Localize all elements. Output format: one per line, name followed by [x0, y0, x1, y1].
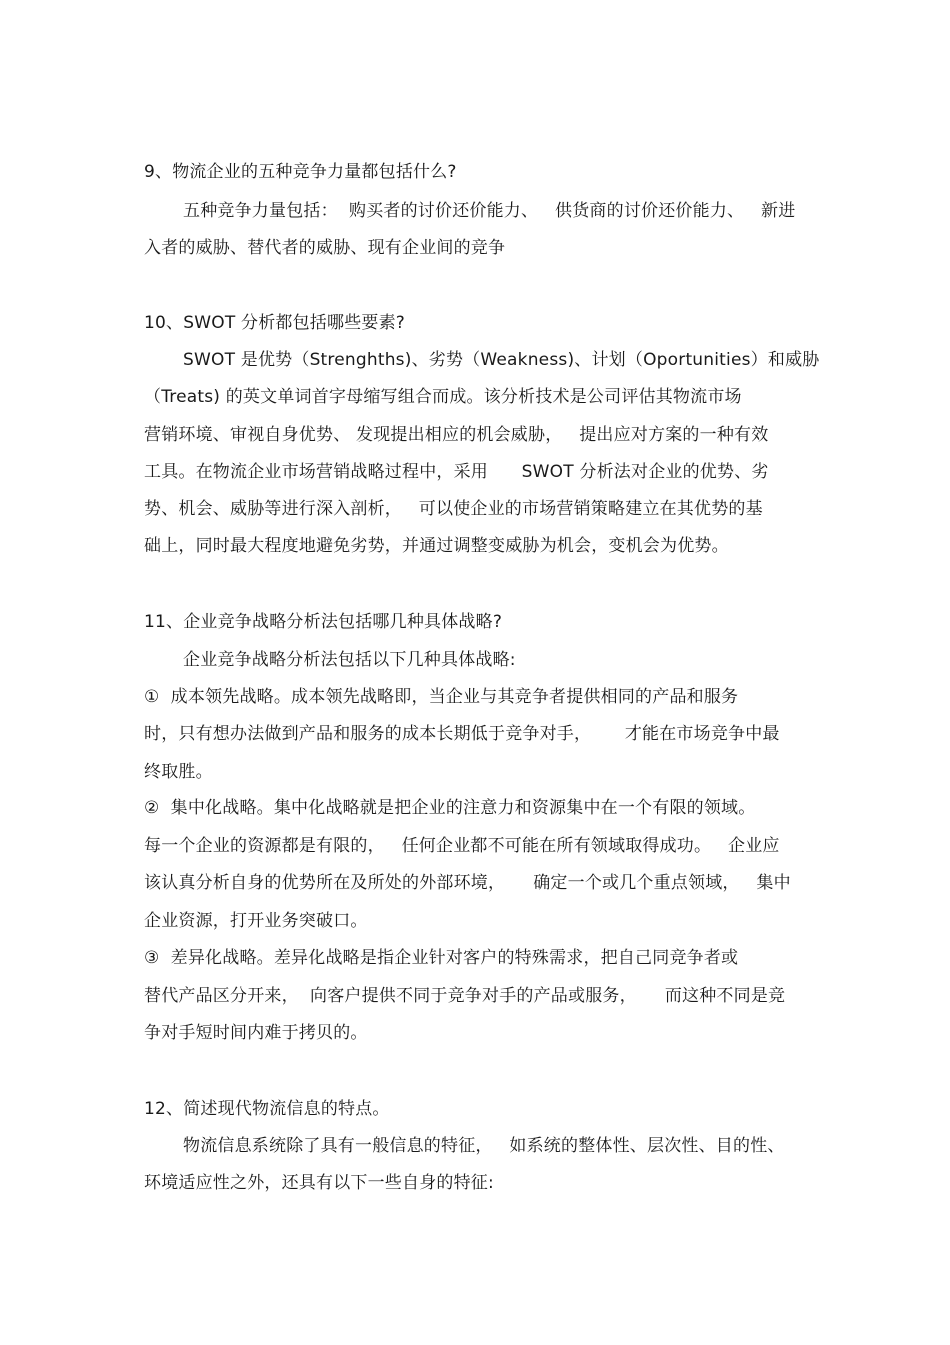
strategy-line: 替代产品区分开来， 向客户提供不同于竞争对手的产品或服务， 而这种不同是竞: [144, 986, 786, 1006]
question-10-answer-line: SWOT 是优势（Strenghths)、劣势（Weakness)、计划（Oportunities）和威胁: [183, 350, 820, 370]
question-11-title: 11、企业竞争战略分析法包括哪几种具体战略?: [144, 612, 503, 632]
question-10-title: 10、SWOT 分析都包括哪些要素?: [144, 313, 406, 333]
question-12-answer-line: 物流信息系统除了具有一般信息的特征， 如系统的整体性、层次性、目的性、: [183, 1136, 785, 1156]
strategy-line: 该认真分析自身的优势所在及所处的外部环境， 确定一个或几个重点领域， 集中: [144, 873, 791, 893]
question-11-intro: 企业竞争战略分析法包括以下几种具体战略:: [183, 650, 516, 670]
question-9-answer-line: 五种竞争力量包括： 购买者的讨价还价能力、 供货商的讨价还价能力、 新进: [183, 201, 796, 221]
question-9-title: 9、物流企业的五种竞争力量都包括什么?: [144, 162, 457, 182]
strategy-line: ② 集中化战略。集中化战略就是把企业的注意力和资源集中在一个有限的领域。: [144, 798, 756, 818]
strategy-line: 每一个企业的资源都是有限的， 任何企业都不可能在所有领域取得成功。 企业应: [144, 836, 780, 856]
strategy-line: 争对手短时间内难于拷贝的。: [144, 1023, 368, 1043]
strategy-line: 终取胜。: [144, 762, 213, 782]
question-10-answer-line: 工具。在物流企业市场营销战略过程中，采用 SWOT 分析法对企业的优势、劣: [144, 462, 769, 482]
question-9-answer-line: 入者的威胁、替代者的威胁、现有企业间的竞争: [144, 238, 506, 258]
question-10-answer-line: 势、机会、威胁等进行深入剖析， 可以使企业的市场营销策略建立在其优势的基: [144, 499, 763, 519]
strategy-line: ③ 差异化战略。差异化战略是指企业针对客户的特殊需求，把自己同竞争者或: [144, 948, 739, 968]
question-12-title: 12、简述现代物流信息的特点。: [144, 1099, 390, 1119]
strategy-line: 时，只有想办法做到产品和服务的成本长期低于竞争对手， 才能在市场竞争中最: [144, 724, 780, 744]
question-12-answer-line: 环境适应性之外，还具有以下一些自身的特征:: [144, 1173, 494, 1193]
strategy-line: ① 成本领先战略。成本领先战略即，当企业与其竞争者提供相同的产品和服务: [144, 687, 739, 707]
strategy-line: 企业资源，打开业务突破口。: [144, 911, 368, 931]
question-10-answer-line: 营销环境、审视自身优势、 发现提出相应的机会威胁， 提出应对方案的一种有效: [144, 425, 769, 445]
question-10-answer-line: （Treats) 的英文单词首字母缩写组合而成。该分析技术是公司评估其物流市场: [144, 387, 742, 407]
question-10-answer-line: 础上，同时最大程度地避免劣势，并通过调整变威胁为机会，变机会为优势。: [144, 536, 729, 556]
